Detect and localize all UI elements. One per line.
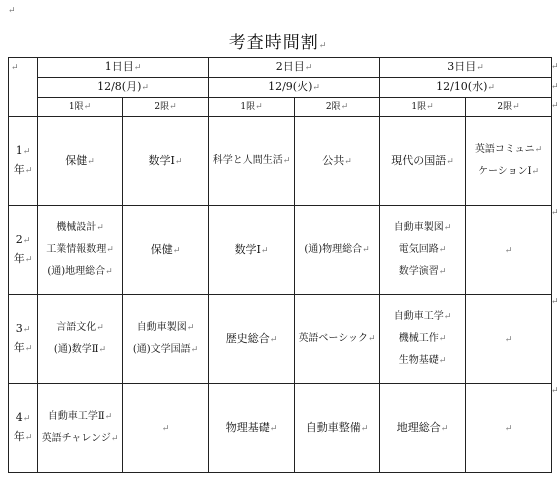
subject-cell: 英語ベーシック↵ (295, 295, 380, 384)
subject-name: 自動車工学 (393, 311, 444, 322)
grade-label: 4↵ 年↵ (9, 384, 38, 473)
subject-name: (通)物理総合 (304, 244, 363, 255)
subject-name: 数学Ⅰ (234, 242, 261, 256)
subject-cell: 歴史総合↵ (209, 295, 295, 384)
subject-cell: 自動車整備↵ (295, 384, 380, 473)
subject-name: (通)数学Ⅱ (53, 344, 99, 355)
subject-cell: 言語文化↵ (通)数学Ⅱ↵ (38, 295, 123, 384)
subject-cell: 公共↵ (295, 117, 380, 206)
subject-name: (通)文学国語 (132, 344, 191, 355)
subject-name: 保健 (150, 242, 173, 256)
subject-cell: (通)物理総合↵ (295, 206, 380, 295)
day-header: 3日目↵ (380, 58, 552, 78)
period-header: 1限↵ (209, 98, 295, 117)
subject-cell: 現代の国語↵ (380, 117, 466, 206)
subject-cell: 保健↵ (38, 117, 123, 206)
subject-name: 工業情報数理 (46, 244, 107, 255)
grade-row (9, 384, 552, 473)
exam-timetable (8, 57, 552, 473)
period-header: 2限↵ (123, 98, 209, 117)
grade-row (9, 295, 552, 384)
period-header: 2限↵ (466, 98, 552, 117)
period-header: 2限↵ (295, 98, 380, 117)
subject-name: 公共 (322, 153, 345, 167)
subject-cell: 自動車製図↵ 電気回路↵ 数学演習↵ (380, 206, 466, 295)
grade-label: 3↵ 年↵ (9, 295, 38, 384)
subject-name: 保健 (65, 153, 88, 167)
subject-cell: 機械設計↵ 工業情報数理↵ (通)地理総合↵ (38, 206, 123, 295)
subject-name: 機械設計 (56, 222, 97, 233)
grade-label: 2↵ 年↵ (9, 206, 38, 295)
subject-cell: 地理総合↵ (380, 384, 466, 473)
subject-name: 英語ベーシック (298, 333, 369, 344)
subject-name: 歴史総合 (225, 331, 270, 345)
grade-label: 1↵ 年↵ (9, 117, 38, 206)
subject-name: 英語コミュニ (474, 144, 535, 155)
date-header: 12/10(水)↵ (380, 78, 552, 98)
subject-name: 科学と人間生活 (212, 155, 283, 166)
subject-name: 自動車整備 (305, 420, 361, 434)
subject-cell: 自動車工学↵ 機械工作↵ 生物基礎↵ (380, 295, 466, 384)
subject-name: 電気回路 (398, 244, 439, 255)
subject-cell: 保健↵ (123, 206, 209, 295)
grade-row (9, 117, 552, 206)
subject-name: 英語チャレンジ (41, 433, 111, 444)
date-header: 12/8(月)↵ (38, 78, 209, 98)
subject-name: 地理総合 (396, 420, 441, 434)
period-header: 1限↵ (380, 98, 466, 117)
subject-name: ケーションⅠ (477, 166, 532, 177)
subject-name: 数学演習 (398, 266, 439, 277)
subject-cell: 数学Ⅰ↵ (123, 117, 209, 206)
date-header: 12/9(火)↵ (209, 78, 380, 98)
paragraph-mark: ↵ (8, 6, 16, 16)
subject-name: 自動車製図 (136, 322, 187, 333)
subject-cell: 自動車製図↵ (通)文学国語↵ (123, 295, 209, 384)
subject-name: (通)地理総合 (47, 266, 106, 277)
subject-name: 言語文化 (56, 322, 97, 333)
subject-cell: ↵ (466, 206, 552, 295)
subject-name: 現代の国語 (391, 153, 447, 167)
subject-name: 物理基礎 (225, 420, 270, 434)
subject-cell: 英語コミュニ↵ ケーションⅠ↵ (466, 117, 552, 206)
subject-cell: ↵ (123, 384, 209, 473)
subject-name: 機械工作 (398, 333, 439, 344)
subject-cell: 科学と人間生活↵ (209, 117, 295, 206)
subject-name: 生物基礎 (398, 355, 439, 366)
corner-cell: ↵ (9, 58, 38, 117)
period-header: 1限↵ (38, 98, 123, 117)
subject-cell: 数学Ⅰ↵ (209, 206, 295, 295)
subject-cell: 物理基礎↵ (209, 384, 295, 473)
day-header: 1日目↵ (38, 58, 209, 78)
subject-name: 数学Ⅰ (148, 153, 175, 167)
subject-name: 自動車工学Ⅱ (47, 411, 105, 422)
subject-cell: 自動車工学Ⅱ↵ 英語チャレンジ↵ (38, 384, 123, 473)
subject-cell: ↵ (466, 384, 552, 473)
day-header: 2日目↵ (209, 58, 380, 78)
subject-cell: ↵ (466, 295, 552, 384)
subject-name: 自動車製図 (393, 222, 444, 233)
grade-row (9, 206, 552, 295)
page-title: 考査時間割↵ (228, 33, 328, 53)
